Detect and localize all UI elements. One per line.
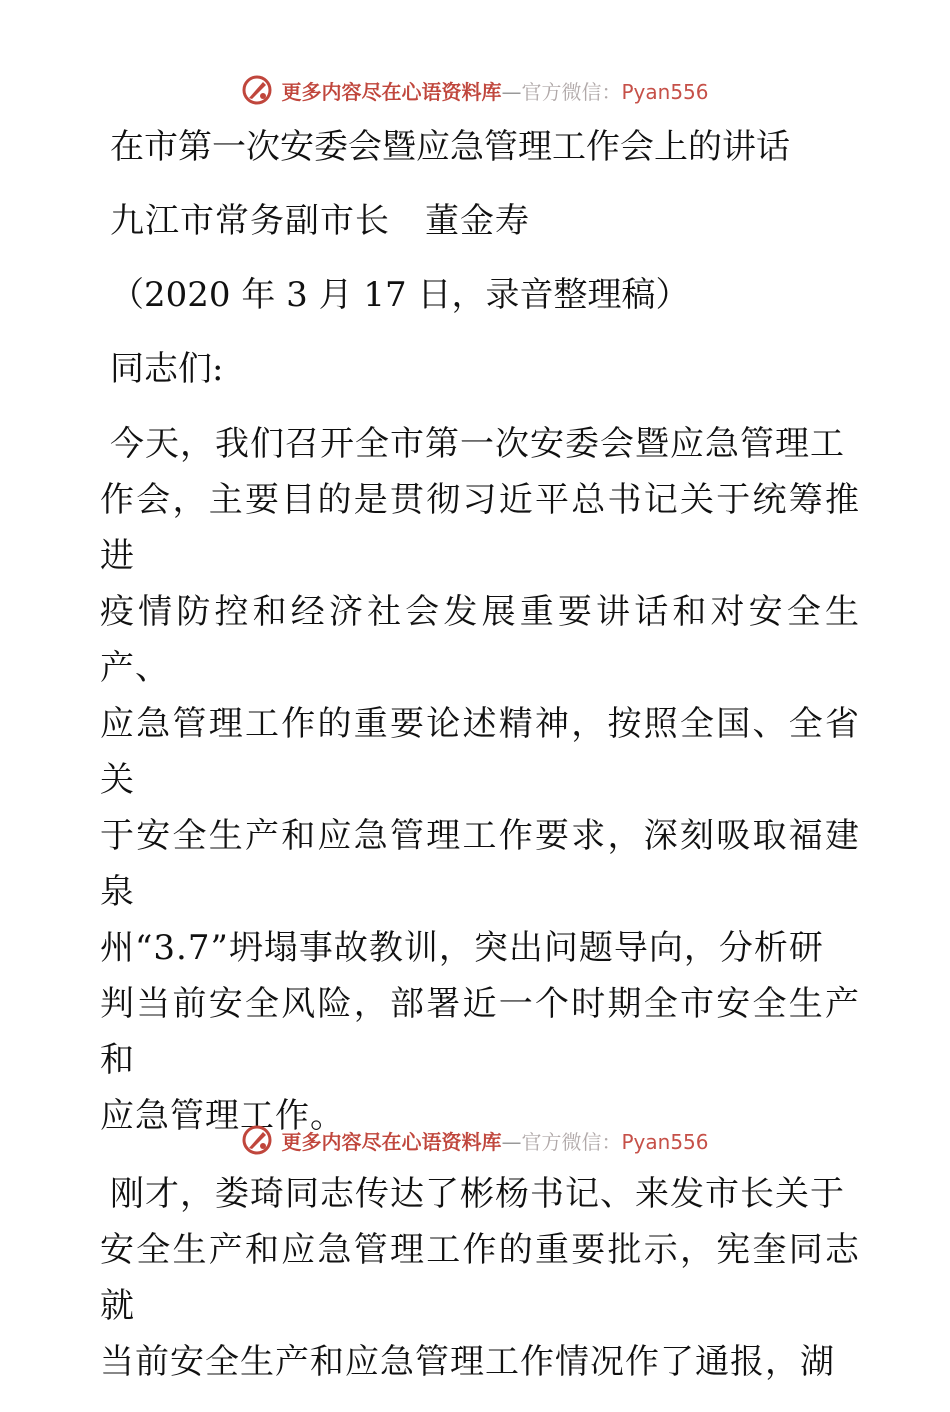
paragraph-2: [100, 1166, 860, 1390]
watermark-separator: —: [501, 1129, 522, 1154]
paragraph-1: [100, 416, 860, 1144]
paragraph-line: 判当前安全风险，部署近一个时期全市安全生产和: [100, 984, 860, 1080]
quill-seal-icon: [241, 74, 273, 106]
watermark-text: [281, 1126, 708, 1155]
watermark-banner-bottom: [0, 1120, 950, 1160]
paragraph-line: 安全生产和应急管理工作的重要批示，宪奎同志就: [100, 1230, 860, 1326]
paragraph-line: 州“3.7”坍塌事故教训，突出问题导向，分析研: [100, 928, 824, 968]
watermark-wechat-id: Pyan556: [621, 79, 709, 104]
document-author: 九江市常务副市长 董金寿: [110, 201, 530, 241]
watermark-separator: —: [501, 79, 522, 104]
paragraph-line: 疫情防控和经济社会发展重要讲话和对安全生产、: [100, 592, 860, 688]
document-title: 在市第一次安委会暨应急管理工作会上的讲话: [110, 127, 790, 167]
paragraph-line: 应急管理工作的重要论述精神，按照全国、全省关: [100, 704, 860, 800]
document-body: [100, 122, 860, 1412]
watermark-brand: 更多内容尽在心语资料库: [281, 79, 502, 104]
paragraph-line: 应急管理工作。: [100, 1096, 345, 1136]
watermark-wechat-label: 官方微信：: [521, 1129, 622, 1154]
paragraph-line: 作会，主要目的是贯彻习近平总书记关于统筹推进: [100, 480, 860, 576]
watermark-wechat-id: Pyan556: [621, 1129, 709, 1154]
document-date: （2020 年 3 月 17 日，录音整理稿）: [110, 275, 690, 315]
watermark-text: [281, 76, 708, 105]
watermark-wechat-label: 官方微信：: [521, 79, 622, 104]
watermark-banner-top: [0, 70, 950, 110]
paragraph-line: 当前安全生产和应急管理工作情况作了通报，湖: [100, 1342, 835, 1382]
paragraph-line: 今天，我们召开全市第一次安委会暨应急管理工: [110, 424, 845, 464]
document-salutation: 同志们:: [110, 349, 224, 389]
paragraph-line: 刚才，娄琦同志传达了彬杨书记、来发市长关于: [110, 1174, 845, 1214]
paragraph-line: 于安全生产和应急管理工作要求，深刻吸取福建泉: [100, 816, 860, 912]
quill-seal-icon: [241, 1124, 273, 1156]
watermark-brand: 更多内容尽在心语资料库: [281, 1129, 502, 1154]
